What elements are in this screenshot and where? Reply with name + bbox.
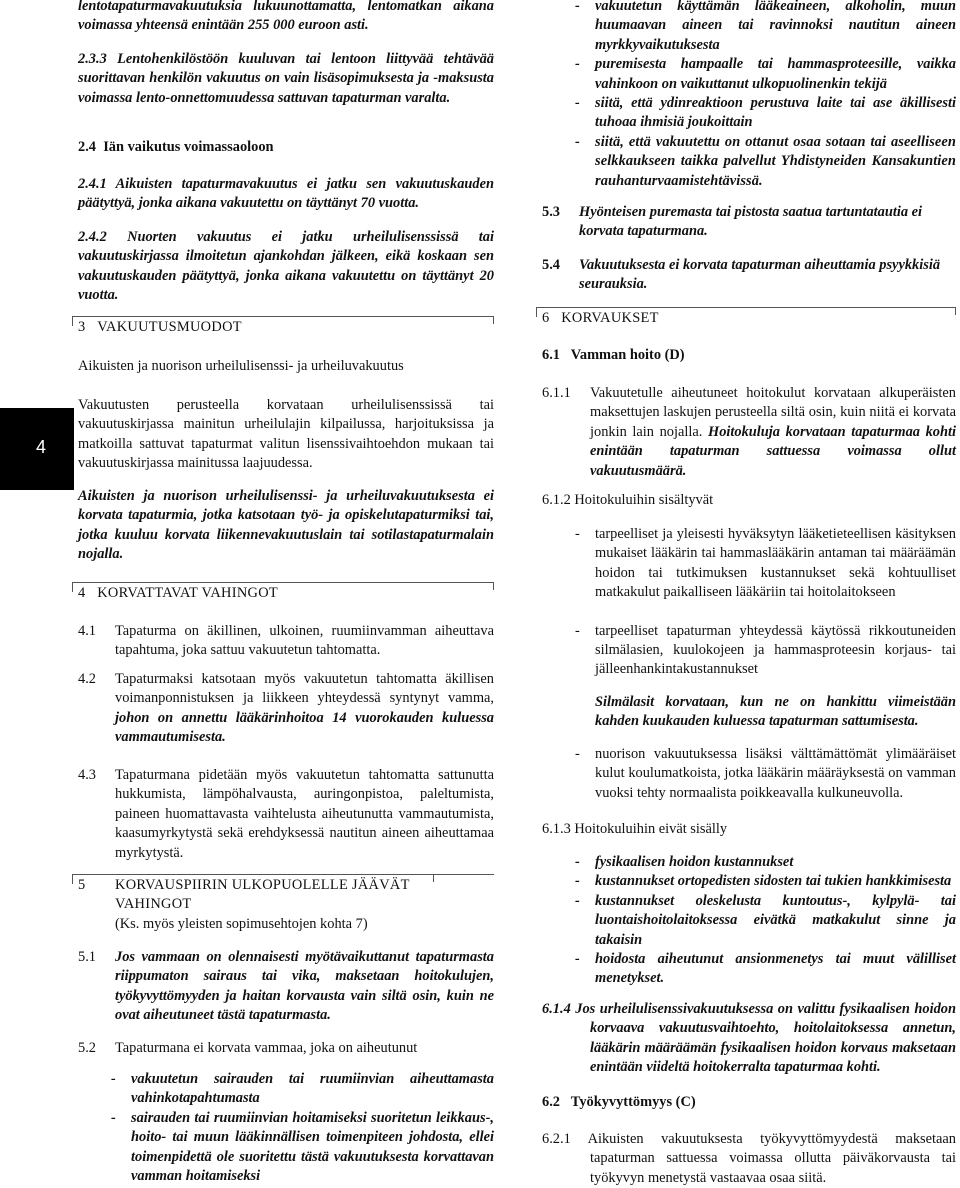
heading-number: 2.4 [78,139,96,155]
list-item: - kustannukset oleskelusta kuntoutus-, kylpylä- tai luontaishoitolaitoksessa eivätkä matkakulut sinne ja takaisin [575,892,956,948]
clause-number: 6.1.1 [542,385,571,401]
clause-text: Jos vammaan on olennaisesti myötävaikuttanut tapaturmasta riippumaton sairaus tai vika, maksetaan hoitokulujen, työkyvyttömyyden ja haitan korvausta vain siltä osin, kuin ne ovat aiheutuneet tästä tapaturmasta. [115,949,494,1024]
clause-text: Tapaturmaksi katsotaan myös vakuutetun tahtomatta äkillisen voimanponnistuksen ja liikkeen yhteydessä syntynyt vamma, [115,671,494,707]
clause-5-2 [78,1039,494,1058]
section-note: (Ks. myös yleisten sopimusehtojen kohta 7) [115,915,368,932]
clause-5-4 [542,256,956,295]
section-number: 5 [78,877,86,893]
list-item: - tarpeelliset tapaturman yhteydessä käytössä rikkoutuneiden silmälasien, kuulokojeen ja hammasproteesin korjaus- tai jälleenhankintakustannukset [575,622,956,678]
clause-number: 4.3 [78,767,96,783]
clause-number: 6.1.3 [542,821,571,837]
clause-number: 6.1.2 [542,492,571,508]
clause-text: Nuorten vakuutus ei jatku urheilulisenssissä tai vakuutuskirjassa ilmoitetun ajankohdan jälkeen, eikä koskaan sen vakuutuskauden päätyttyä, jonka aikana vakuutettu on täyttänyt 20 vuotta. [78,229,495,304]
section-3-paragraph: Vakuutusten perusteella korvataan urheilulisenssissä tai vakuutuskirjassa mainitun urheilulajin kilpailussa, harjoituksissa ja matkoilla sattuvat tapaturmat valitun lisenssivaihtoehdon mukaan tai vakuutuskirjassa mainitussa laajuudessa. [78,397,494,472]
clause-6-1-3-list [542,853,956,989]
section-title: KORVAUKSET [561,310,659,326]
clause-bold-text: Hoitokuluja korvataan tapaturmaa kohti enintään tapaturman sattuessa voimassa ollut vakuutusmäärä. [590,423,956,479]
exclusion-list-continued [542,0,956,191]
heading-6-1 [542,346,956,365]
clause-number: 6.2.1 [542,1131,571,1147]
clause-6-1-2-list-b [542,745,956,803]
clause-6-1-2-list [542,525,956,680]
clause-number: 4.2 [78,671,96,687]
clause-2-3-3 [78,50,494,108]
clause-text: Jos urheilulisenssivakuutuksessa on valittu fysikaalisen hoidon korvaava vakuutusvaihtoehto, hoitolaitoksessa annetun, lääkärin määräämän fysikaalisen hoidon korvaus maksetaan enintään viideltä hoitokerralta tapaturmaa kohti. [575,1001,956,1076]
clause-number: 5.3 [542,204,560,220]
clause-number: 2.4.1 [78,176,107,192]
heading-number: 6.1 [542,347,560,363]
clause-text: Vakuutetulle aiheutuneet hoitokulut korvataan alkuperäisten maksettujen laskujen perusteella siltä osin, kuin niitä ei korvata jonkin lain nojalla. [590,385,956,440]
clause-4-1 [78,622,494,661]
clause-text: Aikuisten vakuutuksesta työkyvyttömyydestä maksetaan tapaturman sattuessa voimassa ollutta päiväkorvausta tai työkyvyn menetystä vastaavaa osaa siitä. [587,1131,956,1186]
list-item: - siitä, että vakuutettu on ottanut osaa sotaan tai aseelliseen selkkaukseen taikka palvellut Yhdistyneiden Kansakuntien rauhanturvaamistehtävissä. [575,133,956,189]
clause-number: 2.3.3 [78,51,107,67]
clause-4-3 [78,766,494,863]
clause-number: 5.1 [78,949,96,965]
heading-2-4 [78,138,494,157]
clause-number: 2.4.2 [78,229,107,245]
clause-6-2-1 [542,1130,956,1188]
clause-number: 6.1.4 [542,1001,571,1017]
clause-6-1-1 [542,384,956,481]
continued-paragraph: lentotapaturmavakuutuksia lukuunottamatta, lentomatkan aikana voimassa yhteensä enintään 255 000 euroon asti. [78,0,494,34]
section-title: KORVATTAVAT VAHINGOT [97,585,279,601]
list-item: - vakuutetun sairauden tai ruumiinvian aiheuttamasta vahinkotapahtumasta [111,1071,494,1107]
clause-6-1-4 [542,1000,956,1078]
list-item: - nuorison vakuutuksessa lisäksi välttämättömät ylimääräiset kulut koulumatkoista, jotka lääkärin määräyksestä on vamman vuoksi tehty normaalista poikkeavalla kulkuneuvolla. [575,746,956,801]
list-item: - vakuutetun käyttämän lääkeaineen, alkoholin, muun huumaavan aineen tai ravinnoksi nautitun aineen myrkkyvaikutuksesta [575,0,956,53]
clause-5-3 [542,203,956,242]
clause-text: Hoitokuluihin eivät sisälly [574,821,728,837]
clause-text: Tapaturmana pidetään myös vakuutetun tahtomatta sattunutta hukkumista, lämpöhalvausta, auringonpistoa, paleltumista, paineen huomattavasta vaihtelusta aiheutunutta vammautumista, kaasumyrkytystä sekä erehdyksessä nautitun aineen aiheuttamaa myrkytystä. [115,767,494,861]
clause-6-1-3 [542,820,956,839]
clause-number: 4.1 [78,623,96,639]
section-3-subtitle: Aikuisten ja nuorison urheilulisenssi- ja urheiluvakuutus [78,358,404,374]
heading-text: Työkyvyttömyys (C) [570,1094,696,1110]
list-item: - tarpeelliset ja yleisesti hyväksytyn lääketieteellisen käsityksen mukaiset lääkärin tai hammaslääkärin antaman tai määräämän hoidon tai tutkimuksen kustannukset sekä kohtuulliset matkakulut paikalliseen lääkäriin tai hoitolaitokseen [575,526,956,601]
section-6-heading [542,307,956,328]
list-item: - puremisesta hampaalle tai hammasproteesille, vaikka vahinkoon on vaikuttanut ulkopuolinenkin tekijä [575,56,956,92]
clause-text: Lentohenkilöstöön kuuluvan tai lentoon liittyvää tehtävää suorittavan henkilön vakuutus on vain lisäsopimuksesta ja -maksusta voimassa lento-onnettomuudessa sattuvan tapaturman varalta. [78,51,494,106]
clause-6-1-2 [542,491,956,510]
clause-text: Aikuisten tapaturmavakuutus ei jatku sen vakuutuskauden päätyttyä, jonka aikana vakuutettu on täyttänyt 70 vuotta. [78,176,494,212]
clause-4-2 [78,670,494,748]
clause-text: Vakuutuksesta ei korvata tapaturman aiheuttamia psyykkisiä seurauksia. [579,257,941,293]
glasses-note: Silmälasit korvataan, kun ne on hankittu viimeistään kahden kuukauden kuluessa tapaturman sattumisesta. [595,694,956,730]
section-4-heading [78,582,494,603]
section-3-heading [78,316,494,337]
list-item: - siitä, että ydinreaktioon perustuva laite tai ase äkillisesti tuhoaa ihmisiä joukoittain [575,95,956,131]
heading-text: Iän vaikutus voimassaoloon [103,139,274,155]
clause-number: 5.4 [542,257,560,273]
section-5-heading [78,874,494,934]
section-number: 3 [78,319,86,335]
section-title: VAKUUTUSMUODOT [97,319,242,335]
section-number: 6 [542,310,550,326]
clause-bold-text: johon on annettu lääkärinhoitoa 14 vuorokauden kuluessa vammautumisesta. [115,709,494,746]
section-number: 4 [78,585,86,601]
clause-number: 5.2 [78,1040,96,1056]
page-number-tab [0,408,74,490]
section-3-exclusion: Aikuisten ja nuorison urheilulisenssi- ja urheiluvakuutuksesta ei korvata tapaturmia, jotka katsotaan työ- ja opiskelutapaturmiksi tai, jotka kuuluu korvata liikennevakuutuslain tai sotilastapaturmalain nojalla. [78,488,494,563]
section-title-line2: VAHINGOT [115,896,192,913]
list-item: - hoidosta aiheutunut ansionmenetys tai muut välilliset menetykset. [575,951,956,987]
page-number: 4 [36,437,47,457]
list-item: - sairauden tai ruumiinvian hoitamiseksi suoritetun leikkaus-, hoito- tai muun lääkinnällisen toimenpiteen johdosta, ellei toimenpidettä ole suoritettu tästä vakuutuksesta korvattavan vamman hoitamiseksi [111,1109,494,1185]
clause-text: Hyönteisen puremasta tai pistosta saatua tartuntatautia ei korvata tapaturmana. [579,204,923,240]
clause-text: Tapaturmana ei korvata vammaa, joka on aiheutunut [115,1040,418,1056]
section-title-line1: KORVAUSPIIRIN ULKOPUOLELLE JÄÄVÄT [115,877,410,893]
list-item: - kustannukset ortopedisten sidosten tai tukien hankkimisesta [575,873,952,890]
clause-2-4-2 [78,228,494,306]
clause-5-1 [78,948,494,1026]
heading-text: Vamman hoito (D) [570,347,685,363]
list-item: - fysikaalisen hoidon kustannukset [575,854,794,870]
clause-2-4-1 [78,175,494,214]
heading-number: 6.2 [542,1094,560,1110]
heading-6-2 [542,1093,956,1112]
clause-text: Tapaturma on äkillinen, ulkoinen, ruumiinvamman aiheuttava tapahtuma, joka sattuu vakuutetun tahtomatta. [115,623,494,659]
clause-text: Hoitokuluihin sisältyvät [574,492,714,508]
clause-5-2-list [78,1070,494,1186]
